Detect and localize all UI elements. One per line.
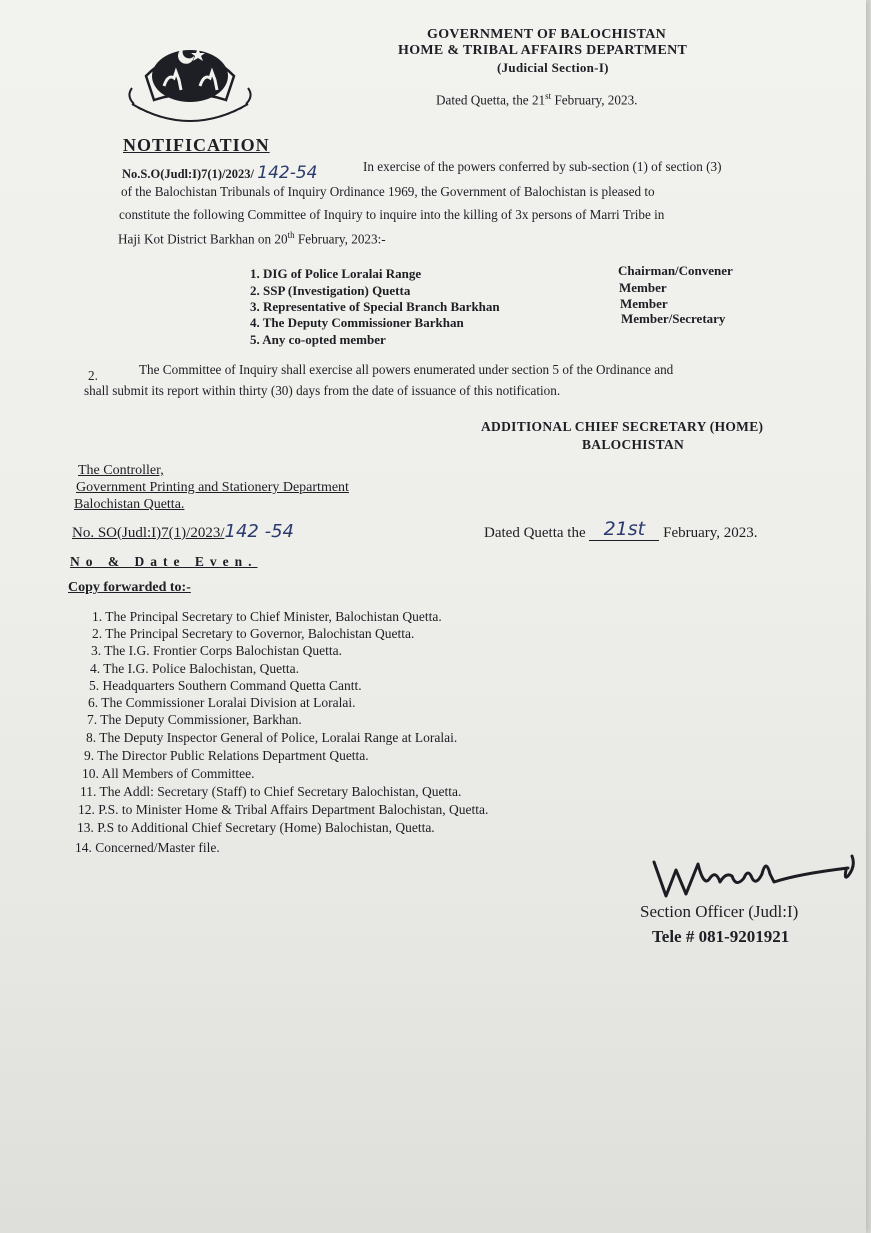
para2-number: 2. (88, 368, 98, 383)
member-role: Member/Secretary (621, 311, 726, 326)
balochistan-government-seal-icon (126, 38, 254, 128)
copy-item: 5. Headquarters Southern Command Quetta Cantt. (89, 678, 362, 693)
para1-line2: of the Balochistan Tribunals of Inquiry Ordinance 1969, the Government of Balochistan is pleased to (121, 184, 655, 199)
para2-line1: The Committee of Inquiry shall exercise all powers enumerated under section 5 of the Ordinance and (139, 362, 674, 377)
addressee-line2: Government Printing and Stationery Department (76, 480, 349, 495)
member-name: 2. SSP (Investigation) Quetta (250, 283, 411, 298)
member-name: 5. Any co-opted member (250, 332, 386, 347)
signatory-province: BALOCHISTAN (582, 437, 685, 452)
endorsement-date: Dated Quetta the 21st February, 2023. (484, 518, 758, 541)
copy-item: 7. The Deputy Commissioner, Barkhan. (87, 712, 302, 727)
copy-item: 14. Concerned/Master file. (75, 840, 220, 855)
officer-title: Section Officer (Judl:I) (640, 902, 799, 921)
header-government: GOVERNMENT OF BALOCHISTAN (427, 27, 667, 42)
header-section: (Judicial Section-I) (497, 60, 609, 75)
member-role: Member (620, 296, 668, 311)
copy-item: 13. P.S to Additional Chief Secretary (Home) Balochistan, Quetta. (77, 820, 435, 835)
officer-telephone: Tele # 081-9201921 (652, 927, 790, 946)
header-department: HOME & TRIBAL AFFAIRS DEPARTMENT (398, 43, 688, 58)
member-role: Chairman/Convener (618, 263, 733, 278)
para1-line4: Haji Kot District Barkhan on 20th February, 2023:- (118, 230, 386, 247)
addressee-line3: Balochistan Quetta. (74, 497, 185, 512)
copy-item: 1. The Principal Secretary to Chief Minister, Balochistan Quetta. (92, 609, 442, 624)
notification-title: NOTIFICATION (123, 135, 270, 155)
copy-item: 11. The Addl: Secretary (Staff) to Chief Secretary Balochistan, Quetta. (80, 784, 462, 799)
copy-item: 8. The Deputy Inspector General of Police, Loralai Range at Loralai. (86, 730, 458, 745)
no-date-even: No & Date Even. (70, 554, 258, 569)
copy-forwarded-heading: Copy forwarded to:- (68, 580, 191, 595)
para1-line1: In exercise of the powers conferred by sub-section (1) of section (3) (363, 159, 722, 174)
copy-item: 3. The I.G. Frontier Corps Balochistan Quetta. (91, 643, 342, 658)
member-name: 3. Representative of Special Branch Barkhan (250, 299, 500, 314)
notification-ref: No.S.O(Judl:I)7(1)/2023/ 142-54 (122, 163, 318, 183)
copy-item: 4. The I.G. Police Balochistan, Quetta. (90, 661, 299, 676)
copy-item: 6. The Commissioner Loralai Division at Loralai. (88, 695, 356, 710)
member-role: Member (619, 280, 667, 295)
header-date: Dated Quetta, the 21st February, 2023. (436, 91, 638, 108)
member-name: 4. The Deputy Commissioner Barkhan (250, 315, 464, 330)
para1-line3: constitute the following Committee of Inquiry to inquire into the killing of 3x persons of Marri Tribe in (119, 207, 665, 222)
member-name: 1. DIG of Police Loralai Range (250, 266, 422, 281)
copy-item: 10. All Members of Committee. (82, 766, 255, 781)
copy-item: 2. The Principal Secretary to Governor, Balochistan Quetta. (92, 626, 415, 641)
addressee-line1: The Controller, (78, 463, 164, 478)
para2-line2: shall submit its report within thirty (30) days from the date of issuance of this notification. (84, 383, 561, 398)
copy-item: 12. P.S. to Minister Home & Tribal Affairs Department Balochistan, Quetta. (78, 802, 489, 817)
copy-item: 9. The Director Public Relations Department Quetta. (84, 748, 369, 763)
section-officer-signature (648, 848, 871, 906)
signatory-title: ADDITIONAL CHIEF SECRETARY (HOME) (481, 419, 764, 434)
endorsement-ref: No. SO(Judl:I)7(1)/2023/142 -54 (72, 521, 294, 542)
